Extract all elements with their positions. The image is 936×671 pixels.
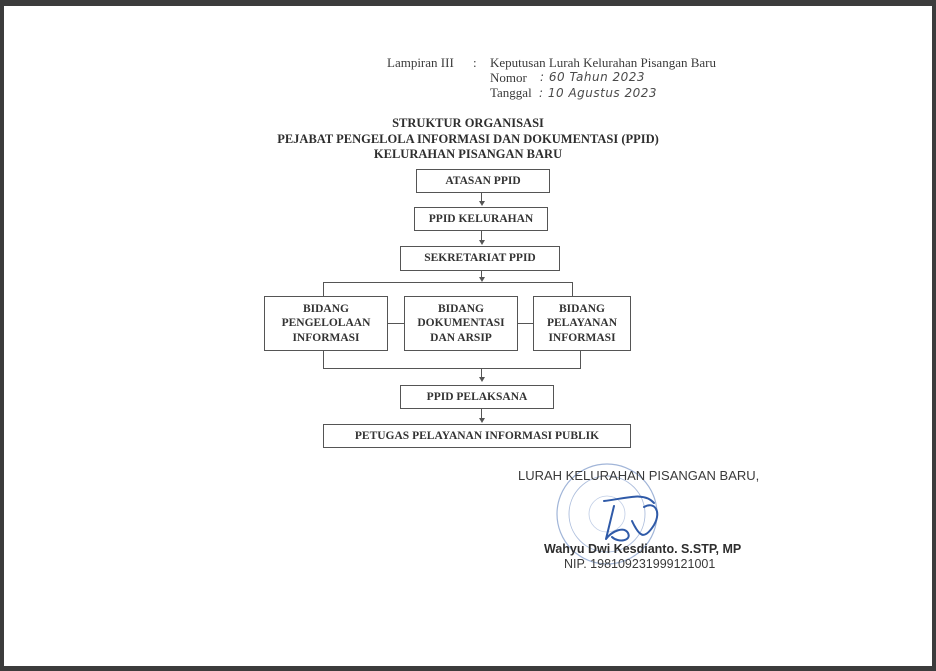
bracket-bottom [323, 368, 581, 369]
signatory-position: LURAH KELURAHAN PISANGAN BARU, [518, 468, 760, 483]
title-line-3: KELURAHAN PISANGAN BARU [373, 147, 563, 161]
arrow-down-icon [479, 418, 485, 423]
box-atasan-label: ATASAN PPID [445, 174, 521, 187]
bracket-bottom-right [580, 351, 581, 369]
box-bidang-pengelolaan-informasi [264, 296, 388, 351]
title-line-2: PEJABAT PENGELOLA INFORMASI DAN DOKUMENTASI (PPID) [277, 132, 659, 146]
bidang-pelayanan-l3: INFORMASI [548, 331, 616, 344]
decree-title: Keputusan Lurah Kelurahan Pisangan Baru [490, 55, 716, 70]
document-page [4, 6, 932, 666]
bracket-top-right [572, 282, 573, 296]
nomor-value: : 60 Tahun 2023 [540, 70, 646, 84]
bracket-bottom-left [323, 351, 324, 369]
signatory-name: Wahyu Dwi Kesdianto. S.STP, MP [544, 542, 742, 556]
tanggal-label: Tanggal [490, 85, 532, 100]
bidang-dokumentasi-l2: DOKUMENTASI [417, 317, 505, 330]
box-sekretariat-ppid [400, 246, 560, 271]
box-petugas-pelayanan [323, 424, 631, 448]
handwritten-signature [584, 481, 674, 551]
box-ppid-pelaksana [400, 385, 554, 409]
arrow-down-icon [479, 201, 485, 206]
arrow-down-icon [479, 240, 485, 245]
box-sekretariat-label: SEKRETARIAT PPID [424, 252, 536, 265]
bidang-pengelolaan-l1: BIDANG [302, 302, 349, 315]
box-atasan-ppid [416, 169, 550, 193]
signatory-nip: NIP. 198109231999121001 [564, 557, 716, 571]
arrow-down-icon [479, 377, 485, 382]
bidang-pelayanan-l2: PELAYANAN [546, 317, 618, 330]
box-bidang-pelayanan-informasi [533, 296, 631, 351]
bracket-top-left [323, 282, 324, 296]
box-bidang-dokumentasi-arsip [404, 296, 518, 351]
bidang-dokumentasi-l1: BIDANG [437, 302, 484, 315]
box-ppid-kelurahan [414, 207, 548, 231]
box-ppid-kelurahan-label: PPID KELURAHAN [428, 212, 534, 225]
bidang-dokumentasi-l3: DAN ARSIP [430, 331, 492, 344]
lampiran-colon: : [473, 55, 477, 70]
box-petugas-label: PETUGAS PELAYANAN INFORMASI PUBLIK [354, 429, 600, 442]
lampiran-label: Lampiran III [387, 55, 454, 70]
bidang-pengelolaan-l3: INFORMASI [292, 331, 360, 344]
box-pelaksana-label: PPID PELAKSANA [426, 390, 528, 403]
connector-bidang-1-2 [388, 323, 404, 324]
bidang-pengelolaan-l2: PENGELOLAAN [281, 317, 371, 330]
tanggal-value: : 10 Agustus 2023 [539, 86, 658, 100]
nomor-label: Nomor [490, 70, 527, 85]
bidang-pelayanan-l1: BIDANG [558, 302, 605, 315]
bracket-top [323, 282, 573, 283]
title-line-1: STRUKTUR ORGANISASI [392, 116, 544, 130]
connector-bidang-2-3 [518, 323, 533, 324]
